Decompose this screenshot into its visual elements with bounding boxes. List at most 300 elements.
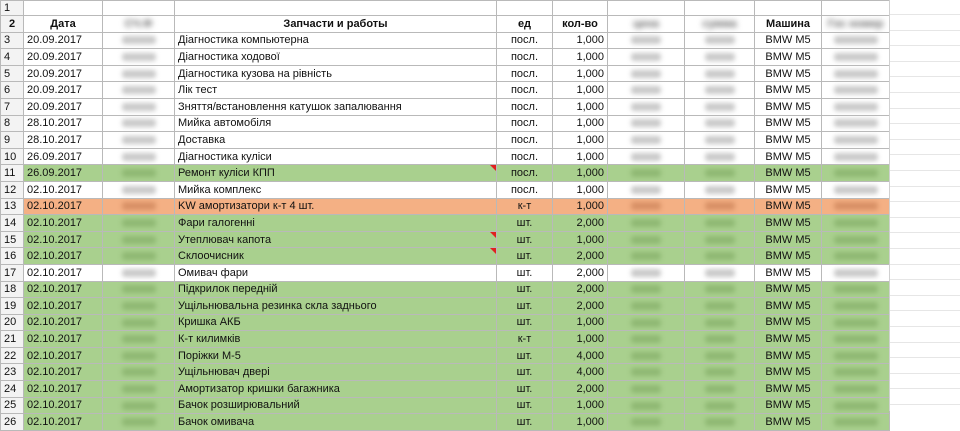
cell-qty[interactable]: 1,000	[553, 98, 608, 115]
cell-plate[interactable]	[822, 49, 890, 66]
cell-invoice[interactable]	[103, 347, 175, 364]
cell[interactable]	[553, 1, 608, 16]
cell-unit[interactable]: шт.	[497, 364, 553, 381]
redacted-value	[705, 202, 735, 210]
table-row	[1, 281, 890, 298]
cell-car[interactable]: BMW M5	[755, 264, 822, 281]
cell-item[interactable]: К-т килимків	[175, 331, 497, 348]
cell-qty[interactable]: 1,000	[553, 115, 608, 132]
row-number[interactable]: 17	[1, 264, 24, 281]
cell-sum[interactable]	[685, 231, 755, 248]
cell-date[interactable]: 02.10.2017	[24, 198, 103, 215]
cell-date[interactable]: 26.09.2017	[24, 165, 103, 182]
cell-unit[interactable]: шт.	[497, 215, 553, 232]
cell-plate[interactable]	[822, 381, 890, 398]
redacted-value	[122, 119, 156, 127]
cell-price[interactable]	[608, 314, 685, 331]
cell-plate[interactable]	[822, 364, 890, 381]
table-row	[1, 381, 890, 398]
cell-car[interactable]: BMW M5	[755, 82, 822, 99]
cell-item[interactable]: Бачок омивача	[175, 414, 497, 431]
cell-invoice[interactable]	[103, 231, 175, 248]
cell-price[interactable]	[608, 231, 685, 248]
cell-plate[interactable]	[822, 281, 890, 298]
cell-date[interactable]: 02.10.2017	[24, 281, 103, 298]
cell-car[interactable]: BMW M5	[755, 298, 822, 315]
cell-item[interactable]: Утеплювач капота	[175, 231, 497, 248]
redacted-value	[705, 53, 735, 61]
cell-plate[interactable]	[822, 181, 890, 198]
cell-date[interactable]: 02.10.2017	[24, 231, 103, 248]
cell-car[interactable]: BMW M5	[755, 181, 822, 198]
cell-item[interactable]: Діагностика кузова на рівність	[175, 65, 497, 82]
redacted-value	[705, 285, 735, 293]
cell-unit[interactable]: посл.	[497, 148, 553, 165]
cell-invoice[interactable]	[103, 364, 175, 381]
cell-price[interactable]	[608, 65, 685, 82]
cell-item[interactable]: Діагностика ходової	[175, 49, 497, 66]
redacted-value	[631, 153, 661, 161]
cell-date[interactable]: 02.10.2017	[24, 298, 103, 315]
cell-date[interactable]: 02.10.2017	[24, 331, 103, 348]
cell-invoice[interactable]	[103, 281, 175, 298]
cell-car[interactable]: BMW M5	[755, 231, 822, 248]
cell-date[interactable]: 20.09.2017	[24, 82, 103, 99]
cell-price[interactable]	[608, 32, 685, 49]
cell-car[interactable]: BMW M5	[755, 32, 822, 49]
cell-price[interactable]	[608, 298, 685, 315]
cell-invoice[interactable]	[103, 49, 175, 66]
cell-item[interactable]: Діагностика куліси	[175, 148, 497, 165]
redacted-value	[122, 418, 156, 426]
row-number[interactable]: 13	[1, 198, 24, 215]
redacted-value	[631, 53, 661, 61]
row-number[interactable]: 25	[1, 397, 24, 414]
cell-unit[interactable]: шт.	[497, 397, 553, 414]
redacted-value	[834, 119, 878, 127]
cell-sum[interactable]	[685, 347, 755, 364]
cell-qty[interactable]: 2,000	[553, 298, 608, 315]
cell-sum[interactable]	[685, 414, 755, 431]
cell-sum[interactable]	[685, 215, 755, 232]
cell-plate[interactable]	[822, 347, 890, 364]
cell-plate[interactable]	[822, 65, 890, 82]
cell-qty[interactable]: 1,000	[553, 32, 608, 49]
cell-date[interactable]: 20.09.2017	[24, 32, 103, 49]
header-plate[interactable]	[822, 16, 890, 33]
cell-price[interactable]	[608, 381, 685, 398]
cell-unit[interactable]: шт.	[497, 281, 553, 298]
cell-unit[interactable]: посл.	[497, 65, 553, 82]
cell-unit[interactable]: шт.	[497, 231, 553, 248]
cell-qty[interactable]: 1,000	[553, 132, 608, 149]
gridline	[890, 76, 960, 77]
cell-price[interactable]	[608, 414, 685, 431]
gridline	[890, 217, 960, 218]
cell-sum[interactable]	[685, 264, 755, 281]
cell-unit[interactable]: шт.	[497, 298, 553, 315]
redacted-value	[631, 169, 661, 177]
cell-sum[interactable]	[685, 331, 755, 348]
cell-plate[interactable]	[822, 264, 890, 281]
cell-sum[interactable]	[685, 65, 755, 82]
cell-unit[interactable]: шт.	[497, 381, 553, 398]
cell-plate[interactable]	[822, 414, 890, 431]
row-number[interactable]: 18	[1, 281, 24, 298]
cell-date[interactable]: 28.10.2017	[24, 115, 103, 132]
cell-date[interactable]: 02.10.2017	[24, 248, 103, 265]
row-number[interactable]: 19	[1, 298, 24, 315]
gridline	[890, 357, 960, 358]
cell-invoice[interactable]	[103, 148, 175, 165]
cell-invoice[interactable]	[103, 264, 175, 281]
cell-sum[interactable]	[685, 281, 755, 298]
row-number[interactable]: 12	[1, 181, 24, 198]
cell-price[interactable]	[608, 148, 685, 165]
cell-qty[interactable]: 1,000	[553, 181, 608, 198]
cell-plate[interactable]	[822, 165, 890, 182]
cell-date[interactable]: 02.10.2017	[24, 381, 103, 398]
redacted-value	[705, 70, 735, 78]
cell-qty[interactable]: 2,000	[553, 264, 608, 281]
cell-price[interactable]	[608, 115, 685, 132]
empty-columns-area[interactable]	[889, 0, 960, 411]
cell-unit[interactable]: посл.	[497, 132, 553, 149]
redacted-value	[834, 169, 878, 177]
cell-date[interactable]: 02.10.2017	[24, 364, 103, 381]
redacted-value	[834, 202, 878, 210]
cell-unit[interactable]: шт.	[497, 264, 553, 281]
cell-item[interactable]: Омивач фари	[175, 264, 497, 281]
cell-item[interactable]: Амортизатор кришки багажника	[175, 381, 497, 398]
cell-car[interactable]: BMW M5	[755, 65, 822, 82]
cell-price[interactable]	[608, 281, 685, 298]
table-row	[1, 264, 890, 281]
cell-qty[interactable]: 1,000	[553, 165, 608, 182]
cell-invoice[interactable]	[103, 397, 175, 414]
cell-plate[interactable]	[822, 32, 890, 49]
cell-item[interactable]: Фари галогенні	[175, 215, 497, 232]
cell-qty[interactable]: 1,000	[553, 397, 608, 414]
redacted-value	[834, 136, 878, 144]
cell-item[interactable]: Зняття/встановлення катушок запалювання	[175, 98, 497, 115]
cell-unit[interactable]: посл.	[497, 181, 553, 198]
redacted-value	[122, 202, 156, 210]
cell-plate[interactable]	[822, 115, 890, 132]
cell-plate[interactable]	[822, 148, 890, 165]
cell-invoice[interactable]	[103, 98, 175, 115]
cell-invoice[interactable]	[103, 381, 175, 398]
row-number[interactable]: 7	[1, 98, 24, 115]
cell-sum[interactable]	[685, 381, 755, 398]
cell-qty[interactable]: 2,000	[553, 281, 608, 298]
redacted-value	[122, 368, 156, 376]
redacted-value	[122, 53, 156, 61]
cell-unit[interactable]: посл.	[497, 32, 553, 49]
gridline	[890, 388, 960, 389]
row-number[interactable]: 15	[1, 231, 24, 248]
cell-price[interactable]	[608, 132, 685, 149]
cell-sum[interactable]	[685, 364, 755, 381]
cell-plate[interactable]	[822, 397, 890, 414]
cell-date[interactable]: 02.10.2017	[24, 414, 103, 431]
cell-car[interactable]: BMW M5	[755, 314, 822, 331]
cell-unit[interactable]: к-т	[497, 198, 553, 215]
cell-invoice[interactable]	[103, 82, 175, 99]
row-number[interactable]: 14	[1, 215, 24, 232]
row-number[interactable]: 16	[1, 248, 24, 265]
redacted-value	[705, 335, 735, 343]
cell-qty[interactable]: 2,000	[553, 381, 608, 398]
cell-plate[interactable]	[822, 298, 890, 315]
cell-price[interactable]	[608, 264, 685, 281]
cell-plate[interactable]	[822, 231, 890, 248]
cell-sum[interactable]	[685, 32, 755, 49]
cell-price[interactable]	[608, 82, 685, 99]
cell-price[interactable]	[608, 331, 685, 348]
row-number[interactable]: 22	[1, 347, 24, 364]
cell-item[interactable]: Ущільнювальна резинка скла заднього	[175, 298, 497, 315]
row-number[interactable]: 21	[1, 331, 24, 348]
cell-qty[interactable]: 4,000	[553, 364, 608, 381]
redacted-value	[122, 385, 156, 393]
cell-date[interactable]: 20.09.2017	[24, 98, 103, 115]
row-number[interactable]: 5	[1, 65, 24, 82]
cell[interactable]	[103, 1, 175, 16]
cell-item[interactable]: KW амортизатори к-т 4 шт.	[175, 198, 497, 215]
cell-car[interactable]: BMW M5	[755, 281, 822, 298]
cell-date[interactable]: 20.09.2017	[24, 49, 103, 66]
cell-plate[interactable]	[822, 215, 890, 232]
cell-sum[interactable]	[685, 115, 755, 132]
cell-date[interactable]: 02.10.2017	[24, 347, 103, 364]
cell-date[interactable]: 02.10.2017	[24, 215, 103, 232]
cell-invoice[interactable]	[103, 414, 175, 431]
cell-car[interactable]: BMW M5	[755, 397, 822, 414]
cell-price[interactable]	[608, 397, 685, 414]
cell-plate[interactable]	[822, 314, 890, 331]
cell[interactable]	[755, 1, 822, 16]
redacted-value	[705, 252, 735, 260]
cell-car[interactable]: BMW M5	[755, 215, 822, 232]
cell-plate[interactable]	[822, 248, 890, 265]
cell-sum[interactable]	[685, 181, 755, 198]
cell-item[interactable]: Лік тест	[175, 82, 497, 99]
cell-item[interactable]: Бачок розширювальний	[175, 397, 497, 414]
cell-unit[interactable]: посл.	[497, 82, 553, 99]
cell-sum[interactable]	[685, 49, 755, 66]
cell-car[interactable]: BMW M5	[755, 347, 822, 364]
cell-unit[interactable]: шт.	[497, 314, 553, 331]
cell-car[interactable]: BMW M5	[755, 198, 822, 215]
cell-item[interactable]: Мийка комплекс	[175, 181, 497, 198]
row-number[interactable]: 10	[1, 148, 24, 165]
cell-price[interactable]	[608, 49, 685, 66]
cell-unit[interactable]: шт.	[497, 347, 553, 364]
header-sum-text: сумма	[702, 17, 737, 30]
cell-price[interactable]	[608, 181, 685, 198]
cell[interactable]	[685, 1, 755, 16]
cell-invoice[interactable]	[103, 331, 175, 348]
cell[interactable]	[497, 1, 553, 16]
cell-sum[interactable]	[685, 165, 755, 182]
header-qty[interactable]: кол-во	[553, 16, 608, 33]
cell-invoice[interactable]	[103, 132, 175, 149]
cell-sum[interactable]	[685, 98, 755, 115]
cell-car[interactable]: BMW M5	[755, 165, 822, 182]
row-number[interactable]: 23	[1, 364, 24, 381]
redacted-value	[122, 319, 156, 327]
cell-unit[interactable]: шт.	[497, 414, 553, 431]
cell-date[interactable]: 26.09.2017	[24, 148, 103, 165]
cell-qty[interactable]: 2,000	[553, 215, 608, 232]
cell-item[interactable]: Мийка автомобіля	[175, 115, 497, 132]
cell-item[interactable]: Кришка АКБ	[175, 314, 497, 331]
cell-unit[interactable]: посл.	[497, 115, 553, 132]
cell-date[interactable]: 02.10.2017	[24, 181, 103, 198]
cell-price[interactable]	[608, 248, 685, 265]
cell-invoice[interactable]	[103, 314, 175, 331]
header-parts[interactable]: Запчасти и работы	[175, 16, 497, 33]
cell-invoice[interactable]	[103, 115, 175, 132]
header-invoice[interactable]	[103, 16, 175, 33]
cell-plate[interactable]	[822, 98, 890, 115]
header-price[interactable]	[608, 16, 685, 33]
cell-sum[interactable]	[685, 132, 755, 149]
cell-qty[interactable]: 1,000	[553, 49, 608, 66]
cell-qty[interactable]: 1,000	[553, 82, 608, 99]
cell-date[interactable]: 02.10.2017	[24, 314, 103, 331]
cell-date[interactable]: 02.10.2017	[24, 397, 103, 414]
header-date[interactable]: Дата	[24, 16, 103, 33]
cell-price[interactable]	[608, 215, 685, 232]
redacted-value	[834, 153, 878, 161]
cell-sum[interactable]	[685, 82, 755, 99]
cell-unit[interactable]: посл.	[497, 98, 553, 115]
cell[interactable]	[822, 1, 890, 16]
cell-item[interactable]: Підкрилок передній	[175, 281, 497, 298]
cell-price[interactable]	[608, 364, 685, 381]
cell-item[interactable]: Ущільнювач двері	[175, 364, 497, 381]
cell-car[interactable]: BMW M5	[755, 49, 822, 66]
cell-sum[interactable]	[685, 298, 755, 315]
cell-car[interactable]: BMW M5	[755, 331, 822, 348]
row-number[interactable]: 11	[1, 165, 24, 182]
cell[interactable]	[608, 1, 685, 16]
cell-plate[interactable]	[822, 132, 890, 149]
redacted-value	[631, 319, 661, 327]
cell-sum[interactable]	[685, 248, 755, 265]
cell-price[interactable]	[608, 98, 685, 115]
row-number[interactable]: 3	[1, 32, 24, 49]
cell-car[interactable]: BMW M5	[755, 381, 822, 398]
cell-item[interactable]: Доставка	[175, 132, 497, 149]
cell-car[interactable]: BMW M5	[755, 132, 822, 149]
redacted-value	[834, 269, 878, 277]
cell-unit[interactable]: к-т	[497, 331, 553, 348]
cell-qty[interactable]: 1,000	[553, 198, 608, 215]
cell-price[interactable]	[608, 198, 685, 215]
cell-plate[interactable]	[822, 198, 890, 215]
cell-unit[interactable]: посл.	[497, 49, 553, 66]
gridline	[890, 61, 960, 62]
cell-price[interactable]	[608, 165, 685, 182]
cell-qty[interactable]: 1,000	[553, 331, 608, 348]
cell-car[interactable]: BMW M5	[755, 248, 822, 265]
row-number[interactable]: 9	[1, 132, 24, 149]
cell-car[interactable]: BMW M5	[755, 115, 822, 132]
row-number[interactable]: 20	[1, 314, 24, 331]
cell-unit[interactable]: шт.	[497, 248, 553, 265]
cell-qty[interactable]: 2,000	[553, 248, 608, 265]
cell-car[interactable]: BMW M5	[755, 148, 822, 165]
header-unit[interactable]: ед	[497, 16, 553, 33]
cell-invoice[interactable]	[103, 248, 175, 265]
cell-item[interactable]: Склоочисник	[175, 248, 497, 265]
cell-sum[interactable]	[685, 148, 755, 165]
cell-qty[interactable]: 1,000	[553, 148, 608, 165]
cell-qty[interactable]: 1,000	[553, 414, 608, 431]
cell-date[interactable]: 20.09.2017	[24, 65, 103, 82]
cell-qty[interactable]: 1,000	[553, 231, 608, 248]
cell-car[interactable]: BMW M5	[755, 414, 822, 431]
cell[interactable]	[175, 1, 497, 16]
cell-invoice[interactable]	[103, 181, 175, 198]
row-number[interactable]: 8	[1, 115, 24, 132]
header-car[interactable]: Машина	[755, 16, 822, 33]
cell-item[interactable]: Поріжки М-5	[175, 347, 497, 364]
cell-sum[interactable]	[685, 198, 755, 215]
cell-sum[interactable]	[685, 397, 755, 414]
cell-car[interactable]: BMW M5	[755, 364, 822, 381]
cell-plate[interactable]	[822, 82, 890, 99]
cell-car[interactable]: BMW M5	[755, 98, 822, 115]
cell-invoice[interactable]	[103, 65, 175, 82]
row-number[interactable]: 24	[1, 381, 24, 398]
cell-item[interactable]: Діагностика компьютерна	[175, 32, 497, 49]
cell-price[interactable]	[608, 347, 685, 364]
cell-invoice[interactable]	[103, 298, 175, 315]
cell-sum[interactable]	[685, 314, 755, 331]
cell-invoice[interactable]	[103, 215, 175, 232]
cell-invoice[interactable]	[103, 32, 175, 49]
cell-qty[interactable]: 1,000	[553, 314, 608, 331]
cell-date[interactable]: 28.10.2017	[24, 132, 103, 149]
row-number[interactable]: 26	[1, 414, 24, 431]
table-row	[1, 165, 890, 182]
redacted-value	[705, 86, 735, 94]
redacted-value	[631, 219, 661, 227]
cell-qty[interactable]: 1,000	[553, 65, 608, 82]
cell[interactable]	[24, 1, 103, 16]
redacted-value	[631, 385, 661, 393]
table-row	[1, 347, 890, 364]
row-number[interactable]: 1	[1, 1, 24, 16]
row-number[interactable]: 2	[1, 16, 24, 33]
redacted-value	[834, 186, 878, 194]
cell-plate[interactable]	[822, 331, 890, 348]
cell-invoice[interactable]	[103, 198, 175, 215]
row-number[interactable]: 6	[1, 82, 24, 99]
cell-unit[interactable]: посл.	[497, 165, 553, 182]
gridline	[890, 139, 960, 140]
row-number[interactable]: 4	[1, 49, 24, 66]
cell-invoice[interactable]	[103, 165, 175, 182]
cell-date[interactable]: 02.10.2017	[24, 264, 103, 281]
header-sum[interactable]	[685, 16, 755, 33]
cell-item[interactable]: Ремонт куліси КПП	[175, 165, 497, 182]
cell-qty[interactable]: 4,000	[553, 347, 608, 364]
